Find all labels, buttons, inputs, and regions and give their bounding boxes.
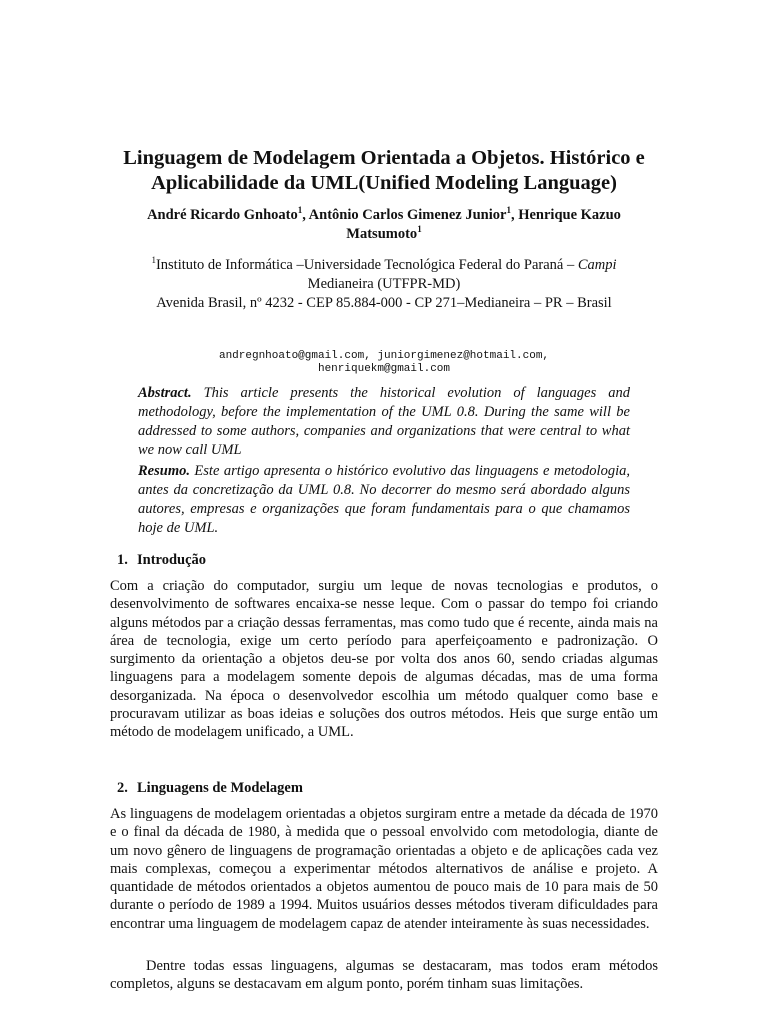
affiliation-marker: 1 <box>417 224 422 235</box>
author-name: André Ricardo Gnhoato <box>147 207 298 223</box>
author-name: , Henrique Kazuo <box>510 207 621 223</box>
section-title: Linguagens de Modelagem <box>137 780 303 796</box>
affiliation-marker: 1 <box>506 205 511 216</box>
author-list <box>100 206 668 244</box>
abstract-label: Abstract. <box>138 385 192 401</box>
affiliation-marker: 1 <box>297 205 303 216</box>
abstract-text: This article presents the historical evolution of languages and methodology, before the implementation of the UML 0.8. During the same will be addressed to some authors, companies and organizations that were central to what we now call UML <box>138 385 630 458</box>
resumo-text: Este artigo apresenta o histórico evolutivo das linguagens e metodologia, antes da concretização da UML 0.8. No decorrer do mesmo será abordado alguns autores, empresas e organizações que foram fundamentais para o que chamamos hoje de UML. <box>138 463 630 536</box>
affiliation-line: Instituto de Informática –Universidade Tecnológica Federal do Paraná – <box>155 257 578 273</box>
author-name: Matsumoto <box>346 226 418 242</box>
affiliation-address: Avenida Brasil, nº 4232 - CEP 85.884-000 - CP 271–Medianeira – PR – Brasil <box>156 295 612 311</box>
section-number: 1. <box>117 552 128 568</box>
abstract <box>138 384 630 460</box>
author-name: , Antônio Carlos Gimenez Junior <box>302 207 507 223</box>
author-emails <box>140 350 628 376</box>
title-line-2: Aplicabilidade da UML(Unified Modeling Language) <box>151 172 617 194</box>
paragraph: Dentre todas essas linguagens, algumas se destacaram, mas todos eram métodos completos, alguns se destacavam em algum ponto, porém tinham suas limitações. <box>110 958 658 993</box>
title-line-1: Linguagem de Modelagem Orientada a Objetos. Histórico e <box>123 147 645 169</box>
section-heading-introducao <box>117 551 206 570</box>
paragraph: As linguagens de modelagem orientadas a objetos surgiram entre a metade da década de 1970 e o final da década de 1980, à medida que o pessoal envolvido com metodologia, diante de um novo gênero de linguagens de programação orientadas a objeto e de aplicações cada vez mais complexas, começou a experimentar métodos alternativos de análise e projeto. A quantidade de métodos orientados a objetos aumentou de pouco mais de 10 para mais de 50 durante o período de 1989 a 1994. Muitos usuários desses métodos tiveram dificuldades para encontrar uma linguagem de modelagem capaz de atender inteiramente às suas necessidades. <box>110 806 658 932</box>
section-number: 2. <box>117 780 128 796</box>
resumo <box>138 462 630 538</box>
paragraph: Com a criação do computador, surgiu um leque de novas tecnologias e produtos, o desenvolvimento de softwares encaixa-se nesse leque. Com o passar do tempo foi criando alguns métodos par a criação dessas ferramentas, mas como tudo que é recente, ainda mais na área de tecnologia, exige um certo período para aperfeiçoamento e padronização. O surgimento da orientação a objetos deu-se por volta dos anos 60, sendo criadas algumas linguagens para a modelagem somente depois de algumas décadas, mas de uma forma desorganizada. Na época o desenvolvedor escolhia um método qualquer como base e procuravam utilizar as boas ideias e soluções dos outros métodos. Heis que surge então um método de modelagem unificado, a UML. <box>110 578 658 741</box>
affiliation-line: Medianeira (UTFPR-MD) <box>307 276 461 292</box>
affiliation-italic: Campi <box>577 257 617 273</box>
section-heading-linguagens <box>117 779 303 798</box>
resumo-label: Resumo. <box>138 463 190 479</box>
section-title: Introdução <box>137 552 207 568</box>
paper-title <box>80 146 688 196</box>
affiliation-marker: 1 <box>151 255 156 266</box>
email-line: andregnhoato@gmail.com, juniorgimenez@hotmail.com, <box>218 350 550 362</box>
email-line: henriquekm@gmail.com <box>317 363 451 375</box>
affiliation <box>100 256 668 313</box>
